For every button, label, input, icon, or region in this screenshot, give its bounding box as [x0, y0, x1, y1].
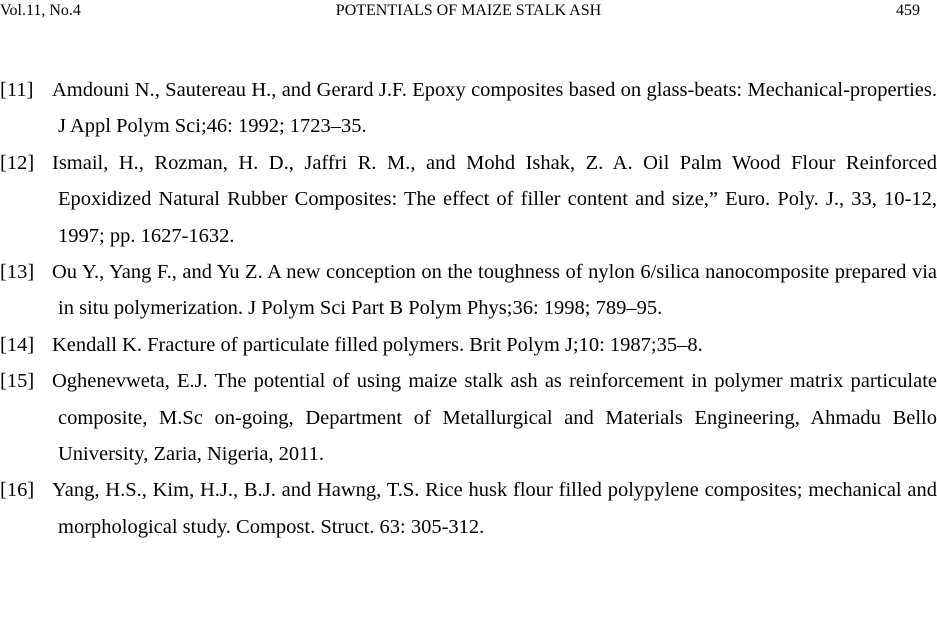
reference-item	[0, 363, 937, 472]
reference-item	[0, 72, 937, 145]
reference-number: [12]	[0, 151, 35, 174]
reference-item	[0, 327, 937, 363]
reference-number: [14]	[0, 333, 35, 356]
reference-list	[0, 72, 937, 545]
reference-number: [11]	[0, 79, 34, 101]
reference-number: [15]	[0, 370, 35, 393]
reference-item	[0, 472, 937, 545]
reference-text: Ou Y., Yang F., and Yu Z. A new conception on the toughness of nylon 6/silica nanocomposite prepared via in situ polymerization. J Polym Sci Part B Polym Phys;36: 1998; 789–95.	[52, 261, 937, 320]
running-header	[0, 0, 937, 22]
running-title: POTENTIALS OF MAIZE STALK ASH	[335, 2, 602, 19]
reference-number: [13]	[0, 261, 35, 284]
reference-text: Oghenevweta, E.J. The potential of using maize stalk ash as reinforcement in polymer matrix particulate composite, M.Sc on-going, Department of Metallurgical and Materials Engineering, Ahmadu Bello University, Zaria, Nigeria, 2011.	[52, 370, 937, 466]
reference-text: Yang, H.S., Kim, H.J., B.J. and Hawng, T.S. Rice husk flour filled polypylene composites; mechanical and morphological study. Compost. Struct. 63: 305-312.	[52, 479, 937, 538]
reference-item	[0, 254, 937, 327]
reference-item	[0, 145, 937, 254]
reference-number: [16]	[0, 479, 35, 502]
reference-text: Ismail, H., Rozman, H. D., Jaffri R. M., and Mohd Ishak, Z. A. Oil Palm Wood Flour Reinforced Epoxidized Natural Rubber Composites: The effect of filler content and size,” Euro. Poly. J., 33, 10-12, 1997; pp. 1627-1632.	[52, 151, 937, 247]
reference-text: Kendall K. Fracture of particulate filled polymers. Brit Polym J;10: 1987;35–8.	[52, 333, 703, 356]
page-number: 459	[896, 2, 920, 19]
journal-volume: Vol.11, No.4	[0, 2, 81, 19]
reference-text: Amdouni N., Sautereau H., and Gerard J.F. Epoxy composites based on glass-beats: Mechanical-properties. J Appl Polym Sci;46: 1992; 1723–35.	[52, 79, 937, 138]
